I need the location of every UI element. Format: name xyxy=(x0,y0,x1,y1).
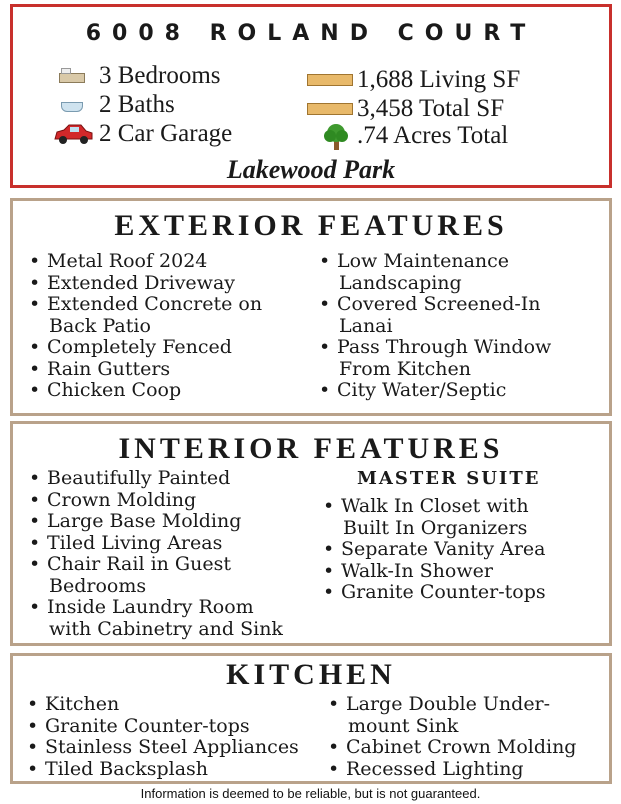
list-item: • Extended Driveway xyxy=(27,273,317,295)
property-address: 6008 ROLAND COURT xyxy=(85,21,537,46)
list-item: • Tiled Living Areas xyxy=(27,533,327,555)
property-summary-box xyxy=(10,4,612,188)
stat-baths: 2 Baths xyxy=(51,91,175,119)
list-item: • Large Base Molding xyxy=(27,511,327,533)
interior-list-right xyxy=(321,496,611,604)
stat-acres: .74 Acres Total xyxy=(321,122,508,150)
list-item: • Granite Counter-tops xyxy=(321,582,611,604)
list-item: • Granite Counter-tops xyxy=(25,716,325,738)
list-item: • Low Maintenance Landscaping xyxy=(317,251,607,294)
bed-icon xyxy=(51,63,95,89)
bathtub-icon xyxy=(51,92,95,118)
exterior-list-left xyxy=(27,251,317,402)
stat-total-sf: 3,458 Total SF xyxy=(309,95,504,123)
tree-icon xyxy=(321,123,353,149)
interior-features-box xyxy=(10,421,612,646)
list-item: • Walk In Closet with Built In Organizers xyxy=(321,496,611,539)
list-item: • Tiled Backsplash xyxy=(25,759,325,781)
stat-living-sf: 1,688 Living SF xyxy=(309,66,520,94)
kitchen-features-box xyxy=(10,653,612,784)
list-item: • Inside Laundry Room with Cabinetry and Sink xyxy=(27,597,327,640)
ruler-icon xyxy=(309,67,353,93)
interior-title: INTERIOR FEATURES xyxy=(118,432,504,465)
list-item: • Beautifully Painted xyxy=(27,468,327,490)
list-item: • City Water/Septic xyxy=(317,380,607,402)
list-item: • Crown Molding xyxy=(27,490,327,512)
disclaimer: Information is deemed to be reliable, but is not guaranteed. xyxy=(140,786,481,801)
kitchen-list-left xyxy=(25,694,325,780)
list-item: • Chair Rail in Guest Bedrooms xyxy=(27,554,327,597)
interior-list-left xyxy=(27,468,327,640)
ruler-icon xyxy=(309,96,353,122)
list-item: • Chicken Coop xyxy=(27,380,317,402)
list-item: • Kitchen xyxy=(25,694,325,716)
list-item: • Extended Concrete on Back Patio xyxy=(27,294,317,337)
exterior-list-right xyxy=(317,251,607,402)
kitchen-list-right xyxy=(326,694,610,780)
exterior-title: EXTERIOR FEATURES xyxy=(114,209,508,242)
car-icon xyxy=(51,121,95,147)
list-item: • Metal Roof 2024 xyxy=(27,251,317,273)
exterior-features-box xyxy=(10,198,612,416)
stat-bedrooms: 3 Bedrooms xyxy=(51,62,221,90)
list-item: • Completely Fenced xyxy=(27,337,317,359)
master-suite-heading: MASTER SUITE xyxy=(357,468,541,489)
list-item: • Large Double Under- mount Sink xyxy=(326,694,610,737)
neighborhood-name: Lakewood Park xyxy=(226,155,396,184)
stat-garage: 2 Car Garage xyxy=(51,120,232,148)
list-item: • Stainless Steel Appliances xyxy=(25,737,325,759)
list-item: • Rain Gutters xyxy=(27,359,317,381)
list-item: • Covered Screened-In Lanai xyxy=(317,294,607,337)
kitchen-title: KITCHEN xyxy=(226,658,396,691)
list-item: • Pass Through Window From Kitchen xyxy=(317,337,607,380)
list-item: • Recessed Lighting xyxy=(326,759,610,781)
list-item: • Cabinet Crown Molding xyxy=(326,737,610,759)
list-item: • Separate Vanity Area xyxy=(321,539,611,561)
list-item: • Walk-In Shower xyxy=(321,561,611,583)
